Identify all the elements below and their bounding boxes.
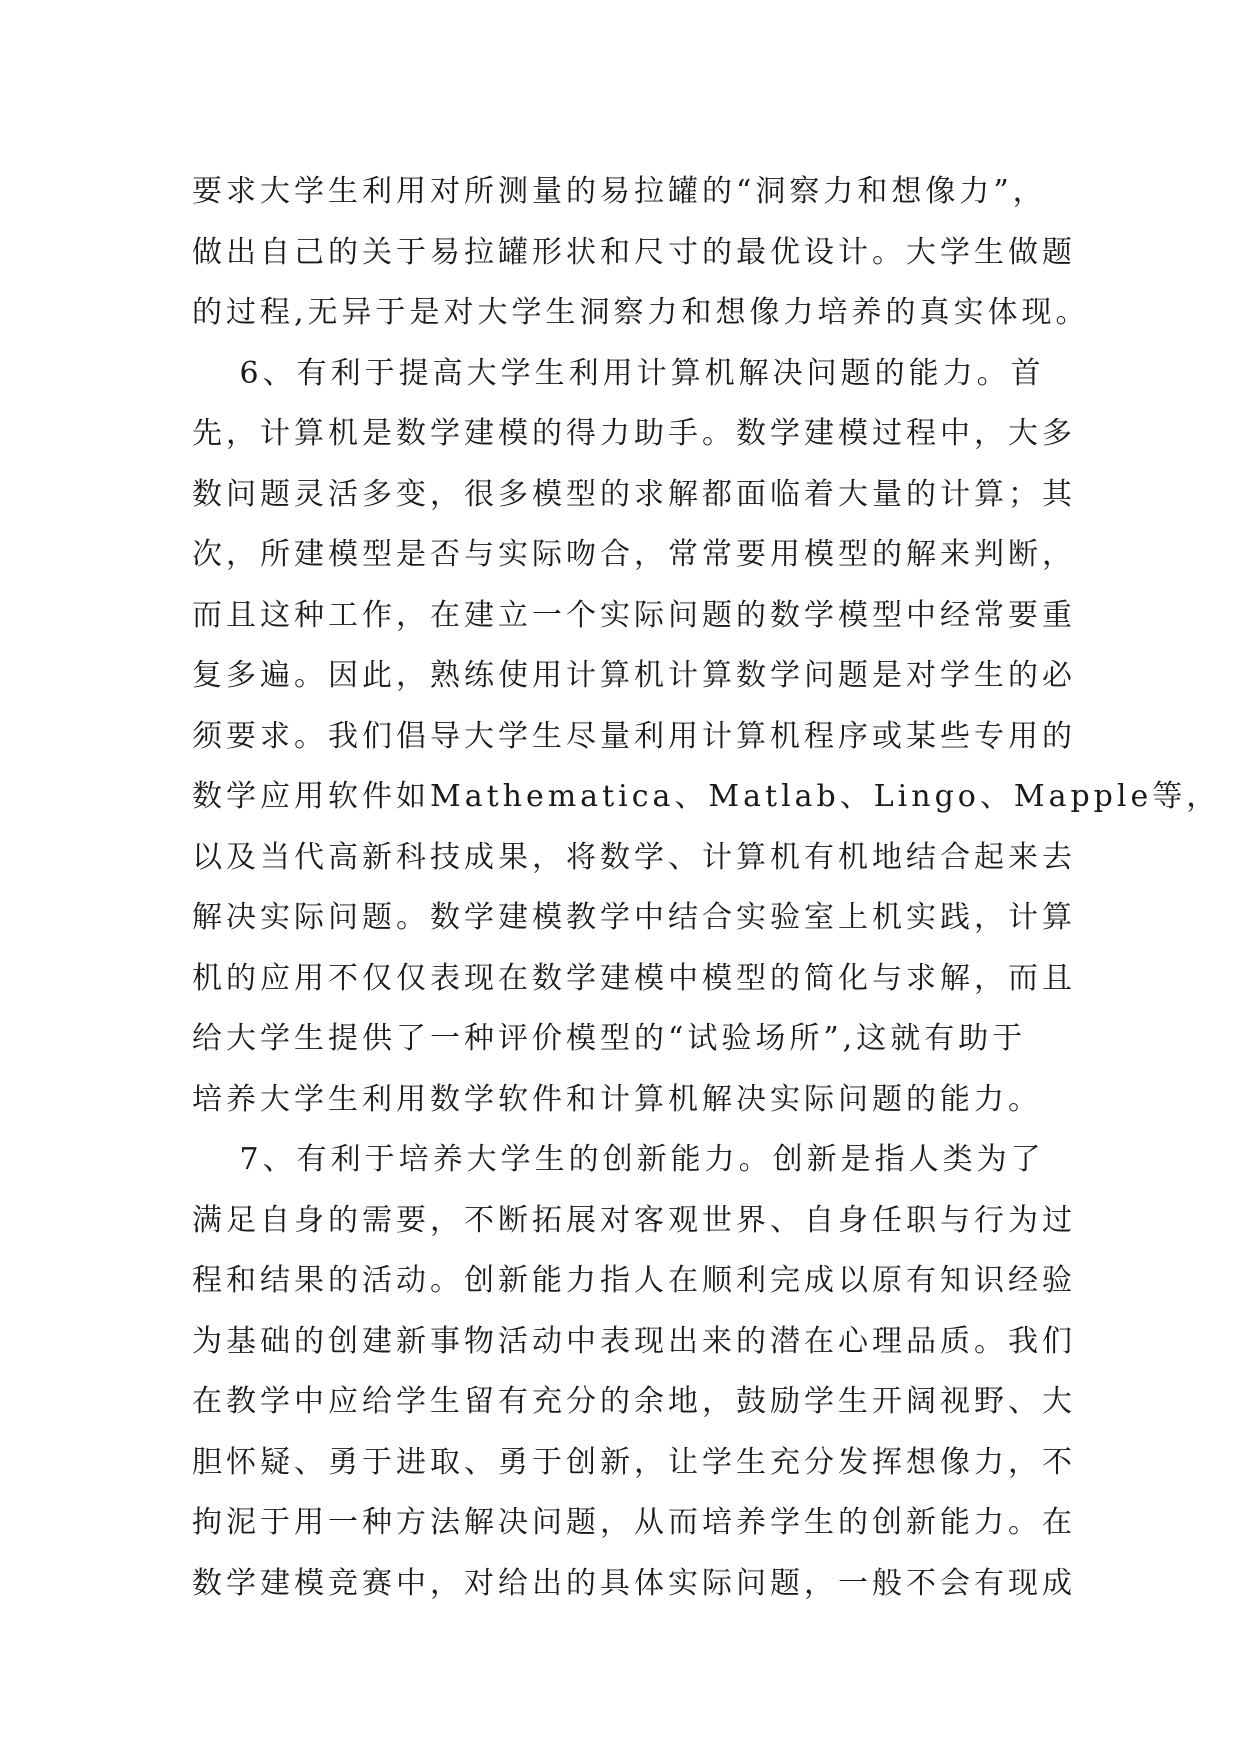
text-line: 复多遍。因此，熟练使用计算机计算数学问题是对学生的必 [192,658,1076,693]
text-line: 做出自己的关于易拉罐形状和尺寸的最优设计。大学生做题 [192,234,1076,270]
text-line: 给大学生提供了一种评价模型的“试验场所”,这就有助于 [192,1021,1027,1056]
text-line: 次，所建模型是否与实际吻合，常常要用模型的解来判断， [192,537,1076,572]
text-line: 为基础的创建新事物活动中表现出来的潜在心理品质。我们 [192,1323,1076,1359]
text-line: 先，计算机是数学建模的得力助手。数学建模过程中，大多 [192,416,1076,451]
text-line: 程和结果的活动。创新能力指人在顺利完成以原有知识经验 [192,1263,1076,1298]
text-line: 7、有利于培养大学生的创新能力。创新是指人类为了 [192,1142,1045,1177]
text-line: 机的应用不仅仅表现在数学建模中模型的简化与求解，而且 [192,960,1076,996]
text-line: 解决实际问题。数学建模教学中结合实验室上机实践，计算 [192,900,1076,935]
text-line: 拘泥于用一种方法解决问题，从而培养学生的创新能力。在 [192,1505,1076,1540]
text-line: 满足自身的需要，不断拓展对客观世界、自身任职与行为过 [192,1202,1076,1238]
text-line: 胆怀疑、勇于进取、勇于创新，让学生充分发挥想像力，不 [192,1444,1076,1480]
text-line: 培养大学生利用数学软件和计算机解决实际问题的能力。 [192,1081,1042,1117]
text-line: 数问题灵活多变，很多模型的求解都面临着大量的计算；其 [192,476,1076,512]
text-line: 6、有利于提高大学生利用计算机解决问题的能力。首 [192,355,1045,391]
text-line: 数学建模竞赛中，对给出的具体实际问题，一般不会有现成 [192,1565,1076,1601]
body-text [192,162,1221,1614]
text-line: 须要求。我们倡导大学生尽量利用计算机程序或某些专用的 [192,718,1076,754]
text-line: 数学应用软件如Mathematica、Matlab、Lingo、Mapple等， [192,779,1221,814]
text-line: 以及当代高新科技成果，将数学、计算机有机地结合起来去 [192,839,1076,875]
text-line: 要求大学生利用对所测量的易拉罐的“洞察力和想像力”， [192,174,1047,209]
text-line: 的过程,无异于是对大学生洞察力和想像力培养的真实体现。 [192,295,1090,330]
text-line: 而且这种工作，在建立一个实际问题的数学模型中经常要重 [192,597,1076,633]
text-line: 在教学中应给学生留有充分的余地，鼓励学生开阔视野、大 [192,1384,1076,1419]
